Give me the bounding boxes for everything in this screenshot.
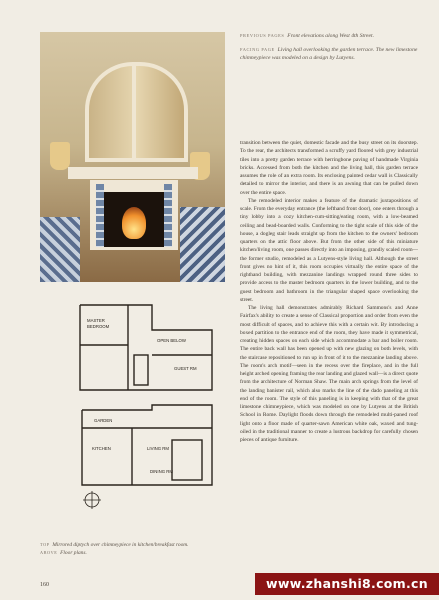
- plan-label-garden: GARDEN: [94, 418, 113, 423]
- body-paragraph-1: transition between the quiet, domestic facade and the busy street on its doorstep. To the rear, the architects transformed a scruffy yard floored with grey industrial tiles into a pretty garden terrace with herringbone paving of handmade Virginia bricks. Accessed from both the kitchen and the living hall, this garden terrace assumes the role of an extra room. Its enclosing painted cedar wall is Classically detailed to mirror the interior, and there is an awning that can be pulled down over the entire space.: [240, 140, 418, 196]
- armchair-left: [40, 217, 80, 282]
- caption-floor-plans: [40, 549, 230, 557]
- delft-tiles-right: [164, 184, 172, 247]
- lamp-left: [50, 142, 70, 170]
- plan-label-open-below: OPEN BELOW: [157, 338, 186, 343]
- mirrored-diptych: [85, 62, 188, 162]
- plan-label-master: MASTER: [87, 318, 105, 323]
- caption-text: Mirrored diptych over chimneypiece in kitchen/breakfast room.: [52, 542, 189, 548]
- plan-label-guest: GUEST RM: [174, 366, 197, 371]
- caption-label: ABOVE: [40, 550, 58, 556]
- caption-label: PREVIOUS PAGES: [240, 33, 285, 38]
- caption-facing-page: [240, 46, 418, 62]
- caption-text: Living hall overlooking the garden terrace. The new limestone chimneypiece was modeled on a design by Lutyens.: [240, 47, 418, 61]
- delft-tiles-left: [96, 184, 104, 247]
- plan-label-bedroom: BEDROOM: [87, 324, 110, 329]
- caption-label: TOP: [40, 542, 50, 547]
- caption-bottom: [40, 541, 230, 557]
- caption-top-image: [40, 541, 230, 549]
- watermark-banner: www.zhanshi8.com.cn: [255, 573, 439, 595]
- body-paragraph-2: The remodeled interior makes a feature of the dramatic juxtapositions of scale. From the everyday entrance (the lefthand front door), one enters through a tiny lobby into a cozy kitchen-cum-sitting/eating room, with a low-beamed ceiling and bead-boarded walls. Conforming to the tight scale of this side of the house, a dogleg stair leads straight up from the kitchen to the owners' bedroom quarters on the attic floor above. But from the other side of this miniature kitchen/living room, one passes directly into an imposing, grandly scaled room—the former studio, remodeled as a Lutyens-style living hall. Although the street front gives no hint of it, this room occupies virtually the entire space of the righthand building, with mezzanine landings wrapped round three sides to provide access to the master bedroom quarters in the lower building, and to the guest bedroom and bathroom in the triangular shaped space overlooking the street.: [240, 197, 418, 303]
- caption-label: FACING PAGE: [240, 47, 275, 53]
- armchair-right: [180, 207, 225, 282]
- plan-label-dining: DINING RM: [150, 469, 173, 474]
- caption-text: Floor plans.: [60, 550, 87, 557]
- mantel-shelf: [68, 167, 198, 179]
- caption-text: Front elevations along West 4th Street.: [287, 33, 374, 39]
- interior-photo: [40, 32, 225, 282]
- floor-plans: [62, 300, 227, 510]
- caption-previous-pages: [240, 32, 418, 40]
- plan-label-living: LIVING RM: [147, 446, 169, 451]
- body-text: [240, 139, 418, 444]
- page-number: 160: [40, 582, 49, 588]
- mirror-divider: [132, 62, 136, 158]
- body-paragraph-3: The living hall demonstrates admirably Richard Sammons's and Anne Fairfax's ability to create a sense of Classical proportion and order from even the most difficult of spaces, and to achieve this with a certain wit. By introducing a boxed partition to the entrance end of the room, they have made it symmetrical, creating hidden spaces on each side which accommodate a bar and boiler room. The entire back wall has been opened up with new glazing on both levels, with the staircase repositioned to run up in front of it to the mezzanine landing above. The room's arch motif—seen in the recess over the fireplace, and in the full height arched opening framing the rear landing and glazed wall—is a direct quote from the architecture of Norman Shaw. The main arch springs from the level of the landing banister rail, which also marks the line of the dado paneling at this end of the room. The style of this paneling is in keeping with that of the great limestone chimneypiece, which was modeled on one by Lutyens at the British School in Rome. Daylight floods down through the remodeled multi-paned roof light onto a floor made of quarter-sawn American white oak, waxed and tung-oiled in the traditional manner to create a lustrous backdrop for carefully chosen pieces of antique furniture.: [240, 305, 418, 443]
- plan-label-kitchen: KITCHEN: [92, 446, 111, 451]
- caption-top: [240, 32, 418, 68]
- north-arrow-icon: [83, 491, 101, 509]
- fire-flame: [122, 207, 146, 239]
